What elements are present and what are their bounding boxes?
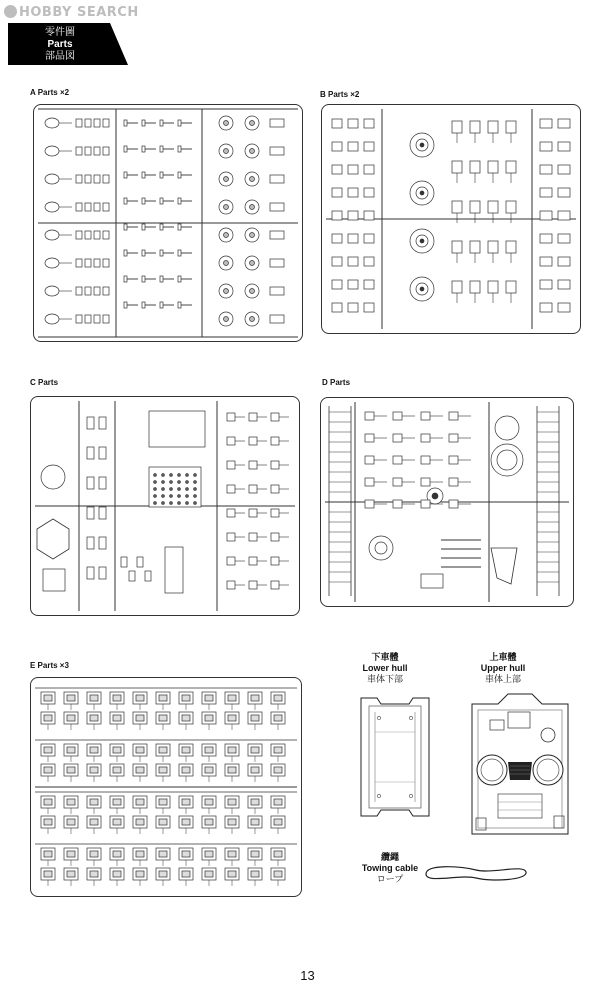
towing-cable-en: Towing cable <box>361 863 419 873</box>
lower-hull-zh: 下車體 <box>371 652 399 662</box>
sprue-a-diagram <box>33 104 303 342</box>
watermark-text: HOBBY SEARCH <box>19 5 139 20</box>
header-corner <box>110 23 128 65</box>
sprue-d-diagram <box>320 397 574 607</box>
sprue-b-label: B Parts ×2 <box>320 90 360 99</box>
header-title-zh: 零件圖 <box>45 27 75 38</box>
sprue-e-diagram <box>30 677 302 897</box>
lower-hull-jp: 車体下部 <box>366 674 403 684</box>
page-number: 13 <box>300 968 315 983</box>
header-title-jp: 部品図 <box>45 51 75 62</box>
sprueD-lineart <box>321 398 573 606</box>
section-header <box>8 23 128 65</box>
upper-hull-zh: 上車體 <box>489 652 517 662</box>
towing-cable-drawing <box>420 860 532 888</box>
upper-hull-drawing <box>468 690 572 838</box>
watermark-logo-icon <box>4 5 17 18</box>
upper-hull-en: Upper hull <box>480 663 526 673</box>
towing-cable-zh: 纜繩 <box>380 852 399 862</box>
sprueE-lineart <box>31 678 301 896</box>
sprueB-lineart <box>322 105 580 333</box>
lower-hull-drawing <box>355 692 435 822</box>
sprue-c-label: C Parts <box>30 378 59 387</box>
sprue-c-diagram <box>30 396 300 616</box>
upper-hull-jp: 車体上部 <box>484 674 521 684</box>
sprueC-lineart <box>31 397 299 615</box>
sprue-a-label: A Parts ×2 <box>30 88 70 97</box>
sprue-d-label: D Parts <box>322 378 351 387</box>
upper-hull-caption <box>468 652 538 685</box>
sprue-b-diagram <box>321 104 581 334</box>
towing-cable-jp: ロープ <box>376 874 404 884</box>
lower-hull-en: Lower hull <box>362 663 408 673</box>
sprueA-lineart <box>34 105 302 341</box>
lower-hull-caption <box>350 652 420 685</box>
sprue-e-label: E Parts ×3 <box>30 661 69 670</box>
watermark <box>4 5 139 20</box>
towing-cable-caption <box>358 852 422 885</box>
header-title-en: Parts <box>47 39 73 50</box>
